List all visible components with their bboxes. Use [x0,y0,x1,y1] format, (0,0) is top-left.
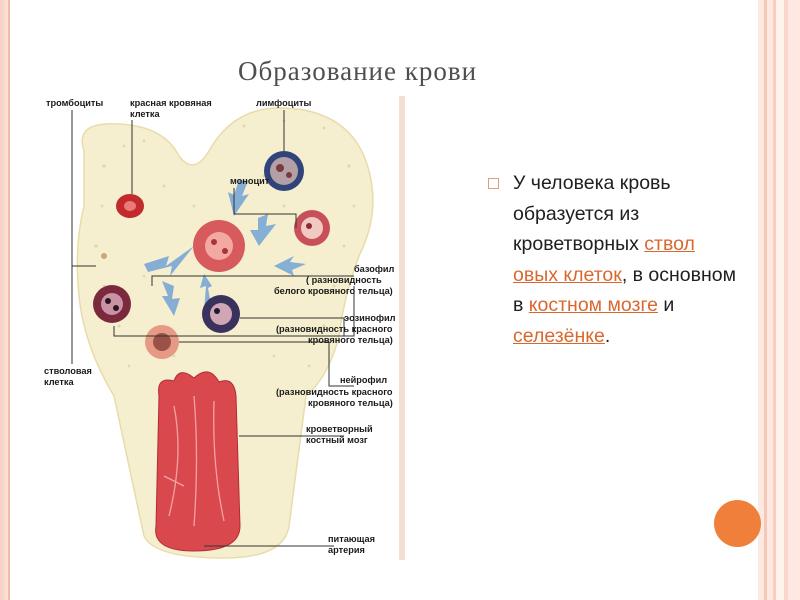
bullet-text-after: . [604,324,611,347]
bone-marrow-shape [156,372,240,551]
label-monocyte: моноцит [230,176,270,186]
bullet-text-mid2: и [658,294,675,316]
label-basophil-3: белого кровяного тельца) [274,286,393,296]
label-lymphocytes: лимфоциты [256,98,312,108]
decorative-orange-circle [714,500,761,547]
label-artery-1: питающая [328,534,375,544]
bullet-list [488,168,738,351]
link-bone-marrow[interactable]: костном мозге [528,294,658,316]
basophil-cell [93,285,131,323]
bullet-paragraph [513,168,738,351]
label-artery-2: артерия [328,545,365,555]
label-neutrophil-2: (разновидность красного [276,387,393,397]
eosinophil-cell [202,295,240,333]
link-stem-cells[interactable]: ствол овых клеток [513,233,695,286]
label-red-cell-1: красная кровяная [130,98,212,108]
right-frame-stripes [758,0,800,600]
label-red-cell-2: клетка [130,109,160,119]
link-spleen[interactable]: селезёнке [513,324,605,347]
bone-marrow-illustration [44,96,406,560]
label-marrow-2: костный мозг [306,435,368,445]
label-marrow-1: кроветворный [306,424,373,434]
slide-title: Образование крови [238,56,478,86]
red-blood-cell [116,194,144,218]
label-eosinophil-1: эозинофил [344,313,396,323]
lymphocyte-cell [264,151,304,191]
monocyte-cell [294,210,330,246]
label-platelets: тромбоциты [46,98,104,108]
label-basophil-1: базофил [354,264,395,274]
bullet-item [488,168,738,351]
label-eosinophil-3: кровяного тельца) [308,335,393,345]
label-stem-2: клетка [44,377,74,387]
neutrophil-cell [145,325,179,359]
label-basophil-2: ( разновидность [306,275,382,285]
label-neutrophil-1: нейрофил [340,375,388,385]
stem-cell-left [101,253,107,259]
label-eosinophil-2: (разновидность красного [276,324,393,334]
stem-cell-center [193,220,245,272]
bullet-square-icon [488,168,502,201]
left-frame-stripe [0,0,10,600]
label-neutrophil-3: кровяного тельца) [308,398,393,408]
bullet-text-before: У человека кровь образуется из кроветворных [513,172,671,255]
bullet-text-mid1: , в основном в [513,263,737,316]
label-stem-1: стволовая [44,366,92,376]
